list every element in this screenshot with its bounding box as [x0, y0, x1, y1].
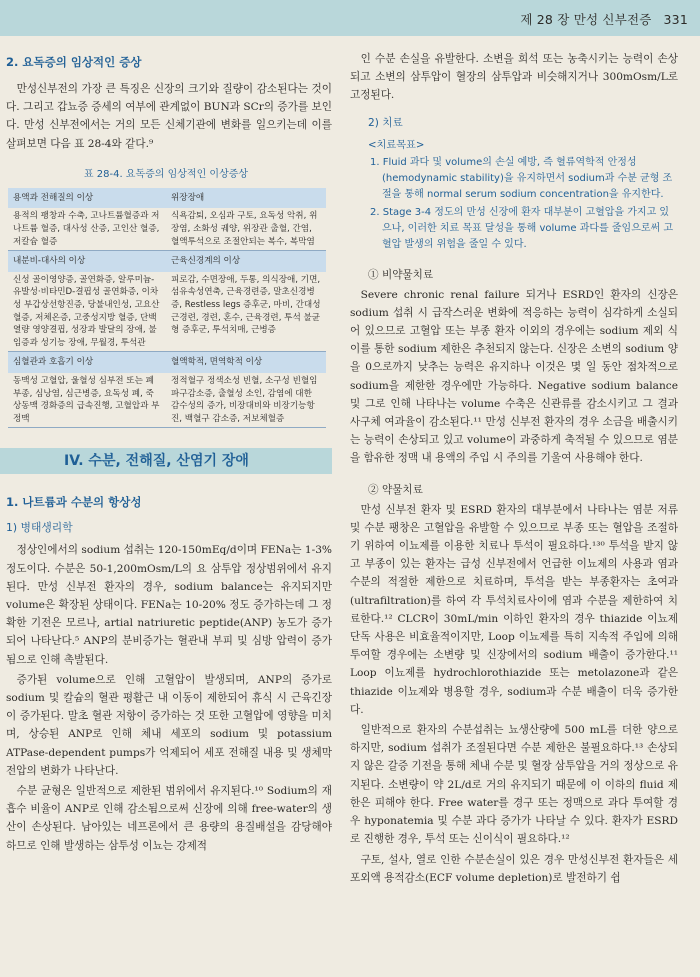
table-row [8, 208, 326, 250]
table-header-cell: 심혈관과 호흡기 이상 [8, 352, 166, 373]
paragraph-sodium-2: 증가된 volume으로 인해 고혈압이 발생되며, ANP의 증가로 sodium 및 칼슘의 혈관 평활근 내 이동이 제한되어 휴식 시 근육긴장이 증가된다. 말초 혈관 저항이 증가하는 것 또한 고혈압에 영향을 미치며, 상승된 ANP로 인해 체내 세포의 sodium 및 potassium ATPase-dependent pumps가 억제되어 세포 전해질 내용 및 생체막 전압의 변화가 나타난다. [6, 673, 332, 777]
table-cell: 식욕감퇴, 오심과 구토, 요독성 악취, 위장염, 소화성 궤양, 위장관 출혈, 간염, 혈액투석으로 조절안되는 복수, 복막염 [166, 208, 326, 250]
subsection-nonpharm: ① 비약물치료 [368, 268, 434, 281]
right-column [350, 50, 682, 889]
paragraph-uremia-intro: 만성신부전의 가장 큰 특징은 신장의 크기와 질량이 감소된다는 것이다. 그리고 갑뇨증 증세의 여부에 관계없이 BUN과 SCr의 증가를 보인다. 만성 신부전에서는 거의 모든 신체기관에 변화를 일으키는데 이를 살펴보면 다음 표 28-4와 같다.⁹ [6, 83, 332, 150]
table-title: 표 28-4. 요독증의 임상적인 이상증상 [83, 168, 249, 180]
table-header-row [8, 352, 326, 373]
treatment-goals-label: <치료목표> [368, 139, 425, 151]
table-row [8, 373, 326, 428]
symptom-table [8, 188, 326, 429]
table-header-cell: 내분비-대사의 이상 [8, 251, 166, 272]
table-header-cell: 혈액학적, 면역학적 이상 [166, 352, 326, 373]
paragraph-pharm-3: 구토, 설사, 열로 인한 수분손실이 있은 경우 만성신부전 환자들은 세포외액 용적감소(ECF volume depletion)로 발전하기 쉽 [350, 853, 678, 884]
chapter-section-banner: IV. 수분, 전해질, 산염기 장애 [0, 448, 332, 474]
table-header-cell: 위장장애 [166, 188, 326, 209]
table-header-cell: 근육신경계의 이상 [166, 251, 326, 272]
table-row [8, 272, 326, 352]
treatment-goal-2: 2. Stage 3-4 정도의 만성 신장에 환자 대부분이 고혈압을 가지고 있으나, 이러한 치료 목표 달성을 통해 volume 과다를 줄임으로써 고혈압 발생의 위험을 줄일 수 있다. [370, 206, 674, 250]
table-cell: 용적의 팽창과 수축, 고나트륨혈증과 저나트륨 혈증, 대사성 산증, 고인산 혈증, 저칼슘 혈증 [8, 208, 166, 250]
table-cell: 동맥성 고혈압, 울혈성 심부전 또는 폐부종, 심낭염, 심근병증, 요독성 폐, 죽상동맥 경화증의 급속진행, 고혈압과 부정맥 [8, 373, 166, 428]
table-cell: 정적혈구 정색소성 빈혈, 소구성 빈혈임파구감소증, 출혈성 소인, 감염에 대한 감수성의 증가, 비장대비와 비장기능항진, 백혈구 감소증, 저보체혈증 [166, 373, 326, 428]
treatment-goal-1: 1. Fluid 과다 및 volume의 손실 예방, 즉 혈류역학적 안정성(hemodynamic stability)을 유지하면서 sodium과 수분 균형 조절을 통해 normal serum sodium concentration을 유지한다. [370, 156, 673, 200]
section-title-sodium-water: 1. 나트륨과 수분의 항상성 [6, 495, 142, 510]
left-column [0, 50, 332, 857]
subsection-pharm: ② 약물치료 [368, 483, 423, 496]
table-header-row [8, 251, 326, 272]
table-cell: 신성 골이영양증, 골연화증, 알루미늄-유발성·비타민D-결핍성 골연화증, 이차성 부갑상선항진증, 당불내인성, 고요산 혈증, 저체온증, 고중성지방 혈증, 단백열량 영양결핍, 성장과 발달의 장애, 불임증과 성기능 장애, 무월경, 투석관 [8, 272, 166, 352]
running-header [520, 10, 688, 28]
paragraph-nonpharm: Severe chronic renal failure 되거나 ESRD인 환자의 신장은 sodium 섭취 시 급작스러운 변화에 적응하는 능력이 심각하게 소실되어 있으므로 고혈압 또는 부종 환자 이외의 경우에는 sodium 제외 식이를 통한 sodium 제한은 추천되지 않는다. 신장은 소변의 sodium 양을 0으로까지 낮추는 능력은 유지하나 이것은 몇 일 동안 점차적으로 sodium을 제한한 경우에만 가능하다. Negative sodium balance 및 그로 인해 나타나는 volume 수축은 신관류를 감소시키고 그 결과 사구체 여과율이 감소된다.¹¹ 만성 신부전 환자의 경우 소금을 배출시키는 능력이 손상되고 있고 volume이 과중하게 축적될 수 있으므로 염분을 함유한 정맥 내 용액의 주입 시 주의를 기울여 사용해야 한다. [350, 288, 678, 465]
subsection-pathophysiology: 1) 병태생리학 [6, 521, 73, 535]
paragraph-sodium-3: 수분 균형은 일반적으로 제한된 범위에서 유지된다.¹⁰ Sodium의 재흡수 비율이 ANP로 인해 감소됨으로써 신장에 의해 free-water의 생산이 손상된다. 남아있는 네프론에서 큰 용량의 용질배설을 감당해야 하므로 인해 발생하는 삼투성 이뇨는 강제적 [6, 784, 332, 852]
section-title-uremia: 2. 요독증의 임상적인 증상 [6, 55, 142, 69]
subsection-treatment: 2) 치료 [368, 116, 403, 129]
page-number: 331 [663, 12, 688, 27]
paragraph-pharm-2: 일반적으로 환자의 수분섭취는 뇨생산량에 500 mL를 더한 양으로 하지만, sodium 섭취가 조절된다면 수분 제한은 불필요하다.¹³ 손상되지 않은 갈증 기전을 통해 체내 수분 및 혈장 삼투압을 거의 정상으로 유지된다. 소변량이 약 2L/d로 거의 유지되기 때문에 이 이하의 fluid 제한은 피해야 한다. Free water를 경구 또는 정맥으로 과다 투여할 경우 hyponatemia 및 수분 과다 증가가 나타날 수 있다. 환자가 ESRD로 진행한 경우, 투석 또는 신이식이 필요하다.¹² [350, 724, 678, 846]
page-header [0, 0, 700, 36]
table-header-cell: 용액과 전해질의 이상 [8, 188, 166, 209]
table-header-row [8, 188, 326, 209]
chapter-title: 제 28 장 만성 신부전증 [520, 12, 652, 27]
paragraph-pharm-1: 만성 신부전 환자 및 ESRD 환자의 대부분에서 나타나는 염분 저류 및 수분 팽창은 고혈압을 유발할 수 있으므로 부종 또는 혈압을 조절하기 위하여 이뇨제를 이용한 치료나 투석이 필요하다.¹³⁰ 투석을 받지 않고 부종이 있는 환자는 급성 신부전에서 언급한 이뇨제의 사용과 염과 수분의 적절한 제한으로 치료하며, 투석을 받는 부종환자는 초여과(ultrafiltration)를 하여 각 투석치료사이에 염과 수분을 제한하여 치료한다.¹² CLCR이 30mL/min 이하인 환자의 경우 thiazide 이뇨제 단독 사용은 비효율적이지만, Loop 이뇨제를 특히 지속적 주입에 의해 투여할 경우에는 소변량 및 신장에서의 sodium 배출이 증가한다.¹¹ Loop 이뇨제를 hydrochlorothiazide 또는 metolazone과 같은 thiazide 이뇨제와 병용할 경우, sodium과 수분 배출이 더욱 증가한다. [350, 503, 678, 716]
paragraph-sodium-1: 정상인에서의 sodium 섭취는 120-150mEq/d이며 FENa는 1-3% 정도이다. 수분은 50-1,200mOsm/L의 요 삼투압 정상범위에서 유지된다. 만성 신부전 환자의 경우, sodium balance는 유지되지만 volume은 확장된 상태이다. FENa는 10-20% 정도 증가하는데 그 정확한 기전은 모르나, artial natriuretic peptide(ANP) 농도가 증가되어 나타난다.⁵ ANP의 분비증가는 혈관내 부피 및 심방 압력이 증가됨으로 인해 촉발된다. [6, 544, 332, 666]
table-cell: 피로감, 수면장애, 두통, 의식장애, 기면, 섬유속성연축, 근육경련증, 말초신경병증, Restless legs 증후군, 마비, 간대성 근경련, 경련, 혼수, 근육경련, 투석 불균형 증후군, 투석치매, 근병증 [166, 272, 326, 352]
paragraph-continued: 인 수분 손실을 유발한다. 소변을 희석 또는 농축시키는 능력이 손상되고 소변의 삼투압이 혈장의 삼투압과 비슷해지거나 300mOsm/L로 고정된다. [350, 53, 678, 102]
